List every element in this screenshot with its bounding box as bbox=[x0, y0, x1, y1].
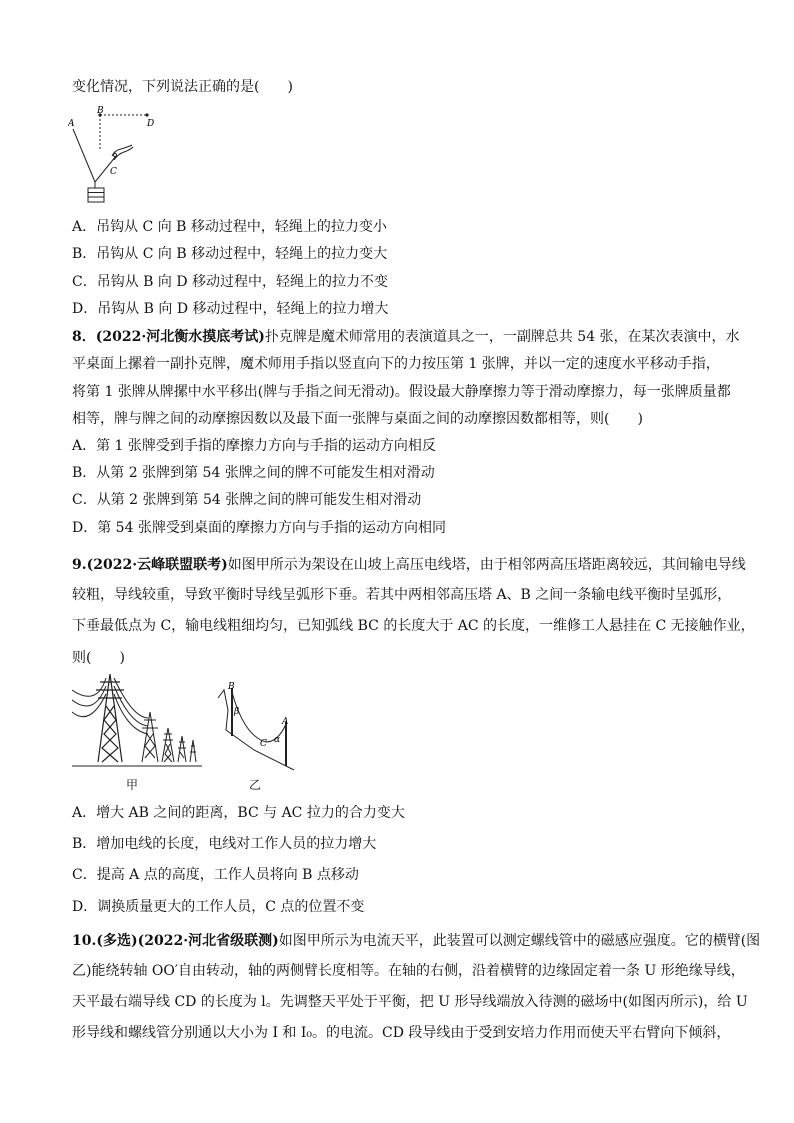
q10-stem-1: 如图甲所示为电流天平，此装置可以测定螺线管中的磁感应强度。它的横臂(图 bbox=[278, 933, 761, 949]
q8-number: 8． bbox=[72, 329, 96, 345]
power-tower-icon bbox=[178, 736, 186, 762]
q10-number: 10. bbox=[72, 933, 97, 949]
q9-number: 9. bbox=[72, 557, 87, 573]
q7-label-a: A bbox=[68, 119, 75, 129]
q9-yi-label-beta: β bbox=[234, 707, 240, 717]
q10-source: (多选)(2022·河北省级联测) bbox=[96, 933, 279, 949]
q9-line-4: 则( ) bbox=[72, 650, 125, 666]
q7-hook-ring bbox=[113, 153, 116, 156]
q8-option-d: D．第 54 张牌受到桌面的摩擦力方向与手指的运动方向相同 bbox=[72, 520, 446, 536]
q10-line-2: 乙)能绕转轴 OO′自由转动，轴的两侧臂长度相等。在轴的右侧，沿着横臂的边缘固定着一条 U 形绝缘导线， bbox=[72, 963, 745, 979]
q7-label-d: D bbox=[147, 119, 155, 129]
q7-rope-left bbox=[73, 129, 95, 182]
q8-option-c: C．从第 2 张牌到第 54 张牌之间的牌可能发生相对滑动 bbox=[72, 492, 422, 508]
q9-yi-label-alpha: α bbox=[274, 735, 281, 745]
power-tower-icon bbox=[96, 674, 124, 762]
q10-line-4: 形导线和螺线管分别通以大小为 I 和 I₀。的电流。CD 段导线由于受到安培力作用而使天平右臂向下倾斜， bbox=[72, 1025, 731, 1041]
q8-line-2: 平桌面上摞着一副扑克牌，魔术师用手指以竖直向下的力按压第 1 张牌，并以一定的速度水平移动手指， bbox=[72, 356, 720, 372]
power-tower-icon bbox=[162, 728, 174, 762]
q7-option-c: C．吊钩从 B 向 D 移动过程中，轻绳上的拉力不变 bbox=[72, 274, 389, 290]
q9-option-b: B．增加电线的长度，电线对工作人员的拉力增大 bbox=[72, 836, 377, 852]
q9-option-d: D．调换质量更大的工作人员，C 点的位置不变 bbox=[72, 899, 365, 915]
q10-line-1 bbox=[72, 932, 760, 950]
q7-label-c: C bbox=[110, 167, 117, 177]
q8-stem-1: 扑克牌是魔术师常用的表演道具之一，一副牌总共 54 张，在某次表演中，水 bbox=[264, 329, 740, 345]
q9-yi-label-b: B bbox=[228, 682, 235, 692]
q9-option-c: C．提高 A 点的高度，工作人员将向 B 点移动 bbox=[72, 867, 359, 883]
q7-option-a: A．吊钩从 C 向 B 移动过程中，轻绳上的拉力变小 bbox=[72, 219, 387, 235]
q9-figure-jia bbox=[72, 672, 202, 768]
q9-caption-yi: 乙 bbox=[249, 778, 262, 792]
power-tower-icon bbox=[142, 712, 158, 762]
q7-point-d bbox=[145, 113, 148, 116]
q10-line-3: 天平最右端导线 CD 的长度为 l。先调整天平处于平衡，把 U 形导线端放入待测的磁场中(如图丙所示)，给 U bbox=[72, 994, 748, 1010]
q9-line-2: 较粗，导线较重，导致平衡时导线呈弧形下垂。若其中两相邻高压塔 A、B 之间一条输电线平衡时呈弧形， bbox=[72, 587, 732, 603]
q9-yi-label-a: A bbox=[282, 717, 289, 727]
q8-source: (2022·河北衡水摸底考试) bbox=[95, 329, 265, 345]
q7-figure bbox=[68, 104, 178, 206]
q7-weight-block bbox=[88, 188, 104, 202]
q9-line-1 bbox=[72, 556, 746, 574]
q7-label-b: B bbox=[97, 106, 104, 116]
q8-line-4: 相等，牌与牌之间的动摩擦因数以及最下面一张牌与桌面之间的动摩擦因数都相等，则( ) bbox=[72, 411, 643, 427]
power-tower-icon bbox=[190, 740, 196, 762]
q8-line-1 bbox=[72, 328, 740, 346]
q8-line-3: 将第 1 张牌从牌摞中水平移出(牌与手指之间无滑动)。假设最大静摩擦力等于滑动摩擦力，每一张牌质量都 bbox=[72, 384, 731, 400]
q7-hook-icon bbox=[112, 145, 133, 160]
q9-figure-yi bbox=[214, 680, 296, 774]
q9-option-a: A．增大 AB 之间的距离，BC 与 AC 拉力的合力变大 bbox=[72, 805, 405, 821]
q9-stem-1: 如图甲所示为架设在山坡上高压电线塔，由于相邻两高压塔距离较远，其间输电导线 bbox=[227, 557, 746, 573]
q9-caption-jia: 甲 bbox=[126, 778, 139, 792]
q7-stem-tail: 变化情况，下列说法正确的是( ) bbox=[72, 79, 293, 95]
q9-source: (2022·云峰联盟联考) bbox=[86, 557, 228, 573]
q7-option-b: B．吊钩从 C 向 B 移动过程中，轻绳上的拉力变大 bbox=[72, 246, 388, 262]
q7-option-d: D．吊钩从 B 向 D 移动过程中，轻绳上的拉力增大 bbox=[72, 301, 389, 317]
q8-option-b: B．从第 2 张牌到第 54 张牌之间的牌不可能发生相对滑动 bbox=[72, 465, 435, 481]
q9-yi-label-c: C bbox=[260, 739, 267, 749]
q9-line-3: 下垂最低点为 C，输电线粗细均匀，已知弧线 BC 的长度大于 AC 的长度，一维修工人悬挂在 C 无接触作业， bbox=[72, 618, 755, 634]
q8-option-a: A．第 1 张牌受到手指的摩擦力方向与手指的运动方向相反 bbox=[72, 438, 436, 454]
